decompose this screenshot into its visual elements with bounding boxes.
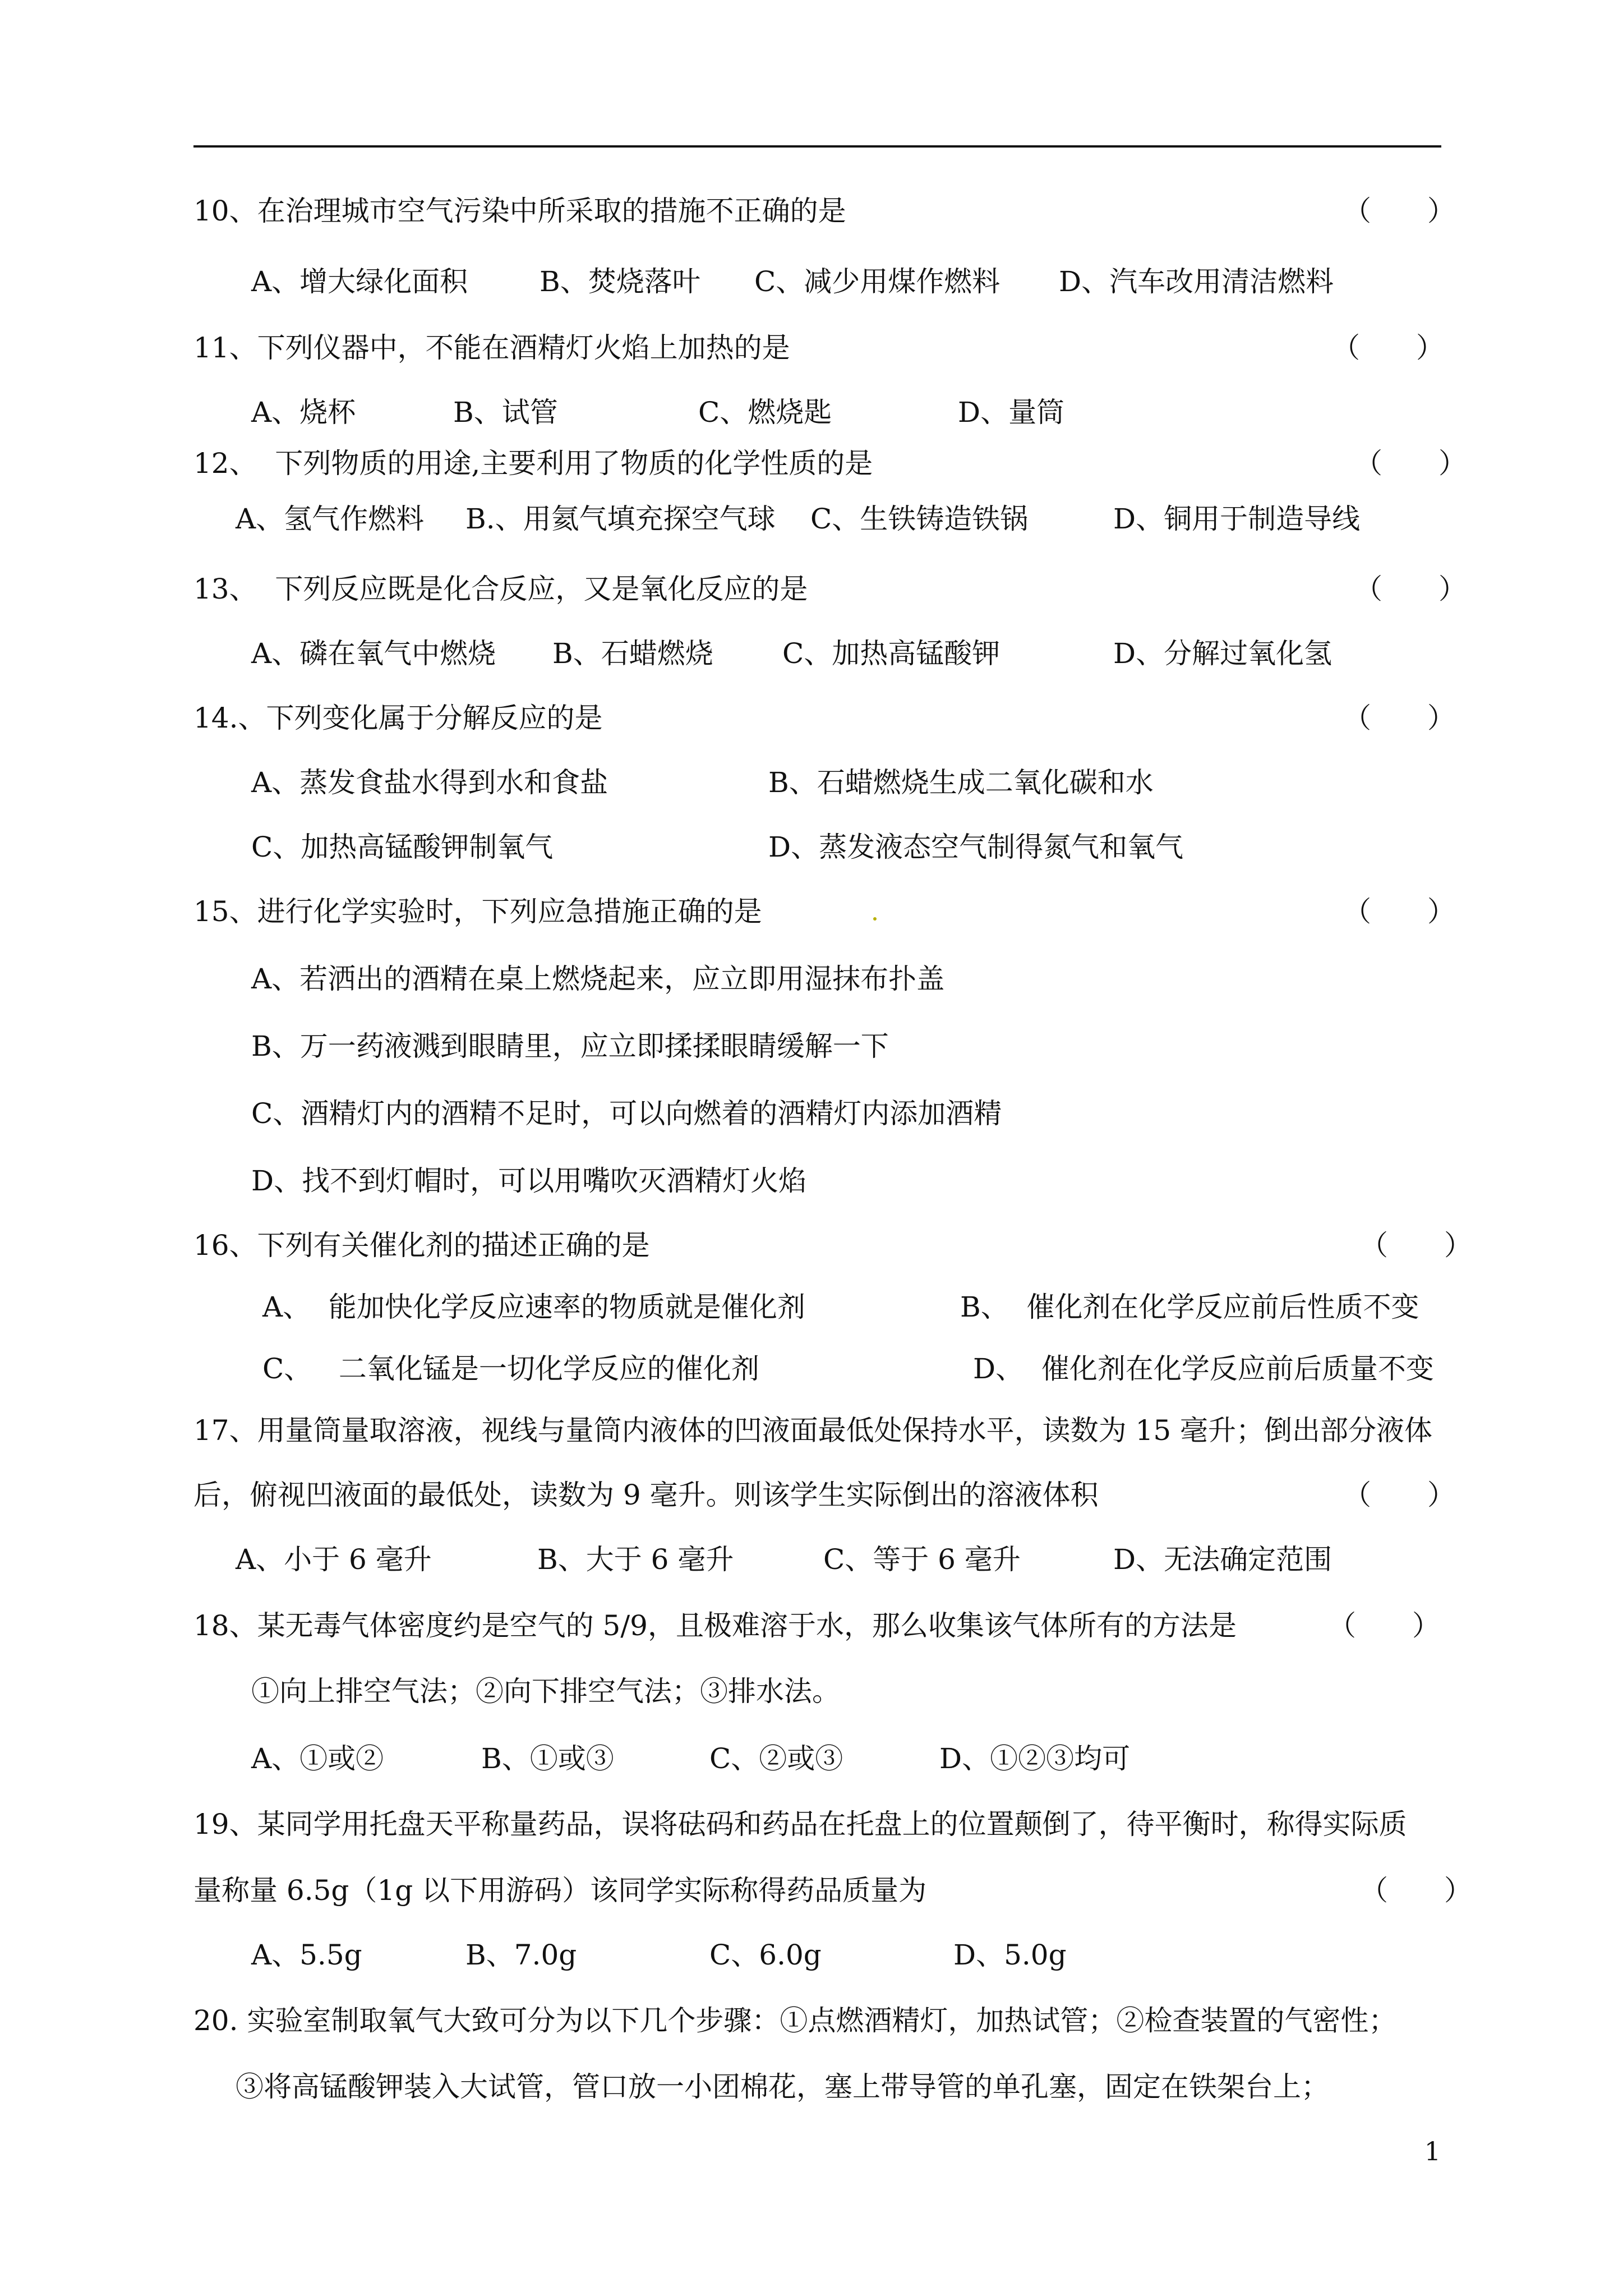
question-13-answer-paren: （ ）: [1354, 573, 1467, 605]
page-number: 1: [1424, 2136, 1441, 2166]
question-17-stem: 17、用量筒量取溶液，视线与量筒内液体的凹液面最低处保持水平，读数为 15 毫升；倒出部分液体: [193, 1414, 1433, 1447]
question-18-answer-paren: （ ）: [1328, 1609, 1440, 1642]
question-13-option-c: C、加热高锰酸钾: [782, 637, 1000, 670]
question-16-option-a: A、 能加快化学反应速率的物质就是催化剂: [262, 1291, 805, 1323]
question-18-option-d: D、①②③均可: [939, 1742, 1131, 1775]
question-14-stem: 14.、下列变化属于分解反应的是: [193, 702, 603, 734]
question-17-option-c: C、等于 6 毫升: [823, 1543, 1021, 1576]
question-19-option-d: D、5.0g: [953, 1939, 1067, 1971]
question-19-stem-continued: 量称量 6.5g（1g 以下用游码）该同学实际称得药品质量为: [193, 1874, 927, 1907]
question-13-option-a: A、磷在氧气中燃烧: [251, 637, 496, 670]
question-11-answer-paren: （ ）: [1332, 332, 1444, 364]
question-12-option-a: A、氢气作燃料: [236, 503, 425, 535]
question-16-option-c: C、 二氧化锰是一切化学反应的催化剂: [262, 1352, 759, 1385]
question-20-stem-continued: ③将高锰酸钾装入大试管，管口放一小团棉花，塞上带导管的单孔塞，固定在铁架台上；: [236, 2070, 1329, 2103]
question-14-option-d: D、蒸发液态空气制得氮气和氧气: [768, 831, 1184, 863]
question-11-stem: 11、下列仪器中，不能在酒精灯火焰上加热的是: [193, 332, 790, 364]
question-14-option-a: A、蒸发食盐水得到水和食盐: [251, 766, 608, 799]
question-15-option-b: B、万一药液溅到眼睛里，应立即揉揉眼睛缓解一下: [251, 1030, 889, 1062]
question-15-stem: 15、进行化学实验时，下列应急措施正确的是: [193, 895, 762, 928]
question-18-option-c: C、②或③: [709, 1742, 843, 1775]
question-10-option-d: D、汽车改用清洁燃料: [1059, 265, 1334, 298]
question-15-option-a: A、若洒出的酒精在桌上燃烧起来，应立即用湿抹布扑盖: [251, 963, 945, 995]
question-13-stem: 13、 下列反应既是化合反应，又是氧化反应的是: [193, 573, 808, 605]
question-18-sub-statement: ①向上排空气法；②向下排空气法；③排水法。: [251, 1675, 840, 1708]
question-10-option-c: C、减少用煤作燃料: [754, 265, 1000, 298]
question-14-answer-paren: （ ）: [1343, 702, 1455, 734]
question-17-option-a: A、小于 6 毫升: [236, 1543, 432, 1576]
question-17-option-d: D、无法确定范围: [1113, 1543, 1332, 1576]
question-15-answer-paren: （ ）: [1343, 895, 1455, 928]
question-17-option-b: B、大于 6 毫升: [537, 1543, 734, 1576]
question-16-answer-paren: （ ）: [1360, 1229, 1472, 1262]
question-11-option-d: D、量筒: [958, 396, 1065, 429]
question-10-option-a: A、增大绿化面积: [251, 265, 468, 298]
stray-mark: [873, 917, 877, 921]
question-18-option-a: A、①或②: [251, 1742, 384, 1775]
question-17-stem-continued: 后，俯视凹液面的最低处，读数为 9 毫升。则该学生实际倒出的溶液体积: [193, 1479, 1099, 1511]
question-18-stem: 18、某无毒气体密度约是空气的 5/9，且极难溶于水，那么收集该气体所有的方法是: [193, 1609, 1237, 1642]
question-12-option-c: C、生铁铸造铁锅: [810, 503, 1029, 535]
question-12-answer-paren: （ ）: [1354, 447, 1467, 480]
question-19-option-a: A、5.5g: [251, 1939, 362, 1971]
question-19-option-c: C、6.0g: [709, 1939, 822, 1971]
question-18-option-b: B、①或③: [481, 1742, 614, 1775]
question-13-option-d: D、分解过氧化氢: [1113, 637, 1332, 670]
question-16-option-d: D、 催化剂在化学反应前后质量不变: [973, 1352, 1434, 1385]
question-14-option-b: B、石蜡燃烧生成二氧化碳和水: [768, 766, 1154, 799]
question-16-option-b: B、 催化剂在化学反应前后性质不变: [960, 1291, 1419, 1323]
question-11-option-b: B、试管: [453, 396, 558, 429]
question-12-option-d: D、铜用于制造导线: [1113, 503, 1361, 535]
question-11-option-c: C、燃烧匙: [698, 396, 832, 429]
question-12-option-b: B.、用氦气填充探空气球: [465, 503, 776, 535]
question-19-option-b: B、7.0g: [465, 1939, 577, 1971]
question-14-option-c: C、加热高锰酸钾制氧气: [251, 831, 554, 863]
question-12-stem: 12、 下列物质的用途,主要利用了物质的化学性质的是: [193, 447, 873, 480]
question-16-stem: 16、下列有关催化剂的描述正确的是: [193, 1229, 650, 1262]
question-10-option-b: B、焚烧落叶: [540, 265, 700, 298]
header-rule: [193, 145, 1441, 148]
question-17-answer-paren: （ ）: [1343, 1479, 1455, 1511]
question-19-answer-paren: （ ）: [1360, 1874, 1472, 1907]
question-20-stem: 20. 实验室制取氧气大致可分为以下几个步骤：①点燃酒精灯，加热试管；②检查装置的气密性；: [193, 2004, 1397, 2037]
question-19-stem: 19、某同学用托盘天平称量药品，误将砝码和药品在托盘上的位置颠倒了，待平衡时，称得实际质: [193, 1808, 1407, 1841]
question-15-option-c: C、酒精灯内的酒精不足时，可以向燃着的酒精灯内添加酒精: [251, 1097, 1002, 1130]
question-15-option-d: D、找不到灯帽时，可以用嘴吹灭酒精灯火焰: [251, 1165, 807, 1197]
question-10-answer-paren: （ ）: [1343, 195, 1455, 227]
question-10-stem: 10、在治理城市空气污染中所采取的措施不正确的是: [193, 195, 846, 227]
question-13-option-b: B、石蜡燃烧: [552, 637, 713, 670]
question-11-option-a: A、烧杯: [251, 396, 356, 429]
